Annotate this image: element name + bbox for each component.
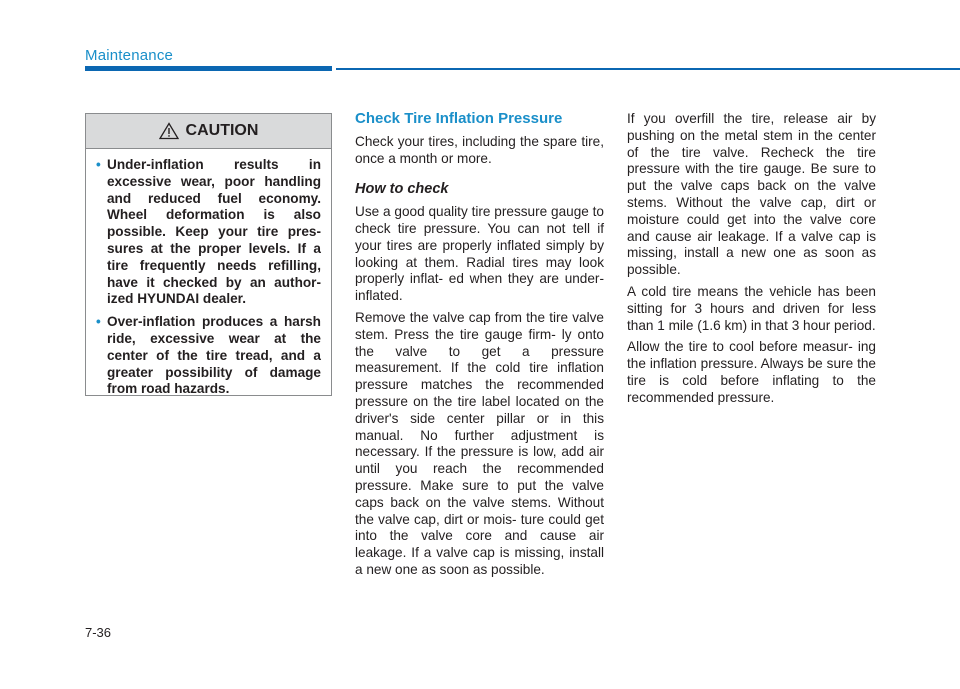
caution-body — [86, 149, 331, 398]
warning-triangle-icon — [159, 122, 179, 140]
header-rule-thin — [336, 68, 960, 70]
caution-bullet — [96, 314, 321, 398]
caution-bullet-text: Over-inflation produces a harsh ride, excessive wear at the center of the tire tread, and a greater possibility of damage from road hazards. — [107, 314, 321, 397]
section-heading: Check Tire Inflation Pressure — [355, 110, 563, 127]
page-number: 7-36 — [85, 625, 112, 640]
body-paragraph: If you overfill the tire, release air by pushing on the metal stem in the center of the tire valve. Recheck the tire pressure with the tire gauge. Be sure to put the valve caps back on the valve stems. Without the valve cap, dirt or moisture could get into the valve core and cause air leakage. If a valve cap is missing, install a new one as soon as possible. — [627, 111, 876, 278]
body-paragraph: Allow the tire to cool before measur- ing the inflation pressure. Always be sure the tire is cold before inflating to the recommended pressure. — [627, 339, 876, 405]
body-paragraph: Remove the valve cap from the tire valve stem. Press the tire gauge firm- ly onto the valve to get a pressure measurement. If the cold tire inflation pressure matches the recommended pressure on the tire label located on the driver's side center pillar or in this manual. No further adjustment is necessary. If the pressure is low, add air until you reach the recommended pressure. Make sure to put the valve caps back on the valve stems. Without the valve cap, dirt or mois- ture could get into the valve core and cause air leakage. If a valve cap is missing, install a new one as soon as possible. — [355, 309, 604, 577]
body-paragraph: A cold tire means the vehicle has been sitting for 3 hours and driven for less than 1 mile (1.6 km) in that 3 hour period. — [627, 283, 876, 333]
header-rule-thick — [85, 66, 332, 71]
caution-bullet — [96, 157, 321, 308]
bullet-dot: • — [96, 314, 101, 330]
caution-header — [86, 114, 331, 149]
caution-box — [85, 113, 332, 396]
right-column — [627, 111, 876, 412]
intro-paragraph: Check your tires, including the spare tire, once a month or more. — [355, 133, 604, 166]
main-column — [355, 111, 604, 584]
subheading: How to check — [355, 181, 449, 198]
caution-title: CAUTION — [185, 122, 259, 139]
bullet-dot: • — [96, 157, 101, 172]
section-header: Maintenance — [85, 47, 174, 64]
body-paragraph: Use a good quality tire pressure gauge to check tire pressure. You can not tell if your tires are properly inflated simply by looking at them. Radial tires may look properly inflat- ed when they are under-inflated. — [355, 204, 604, 304]
caution-bullet-text: Under-inflation results in excessive wear, poor handling and reduced fuel economy. Wheel deformation is also possible. Keep your tire pres- sures at the proper levels. If a tire frequently needs refilling, have it checked by an author- ized HYUNDAI dealer. — [107, 157, 321, 307]
